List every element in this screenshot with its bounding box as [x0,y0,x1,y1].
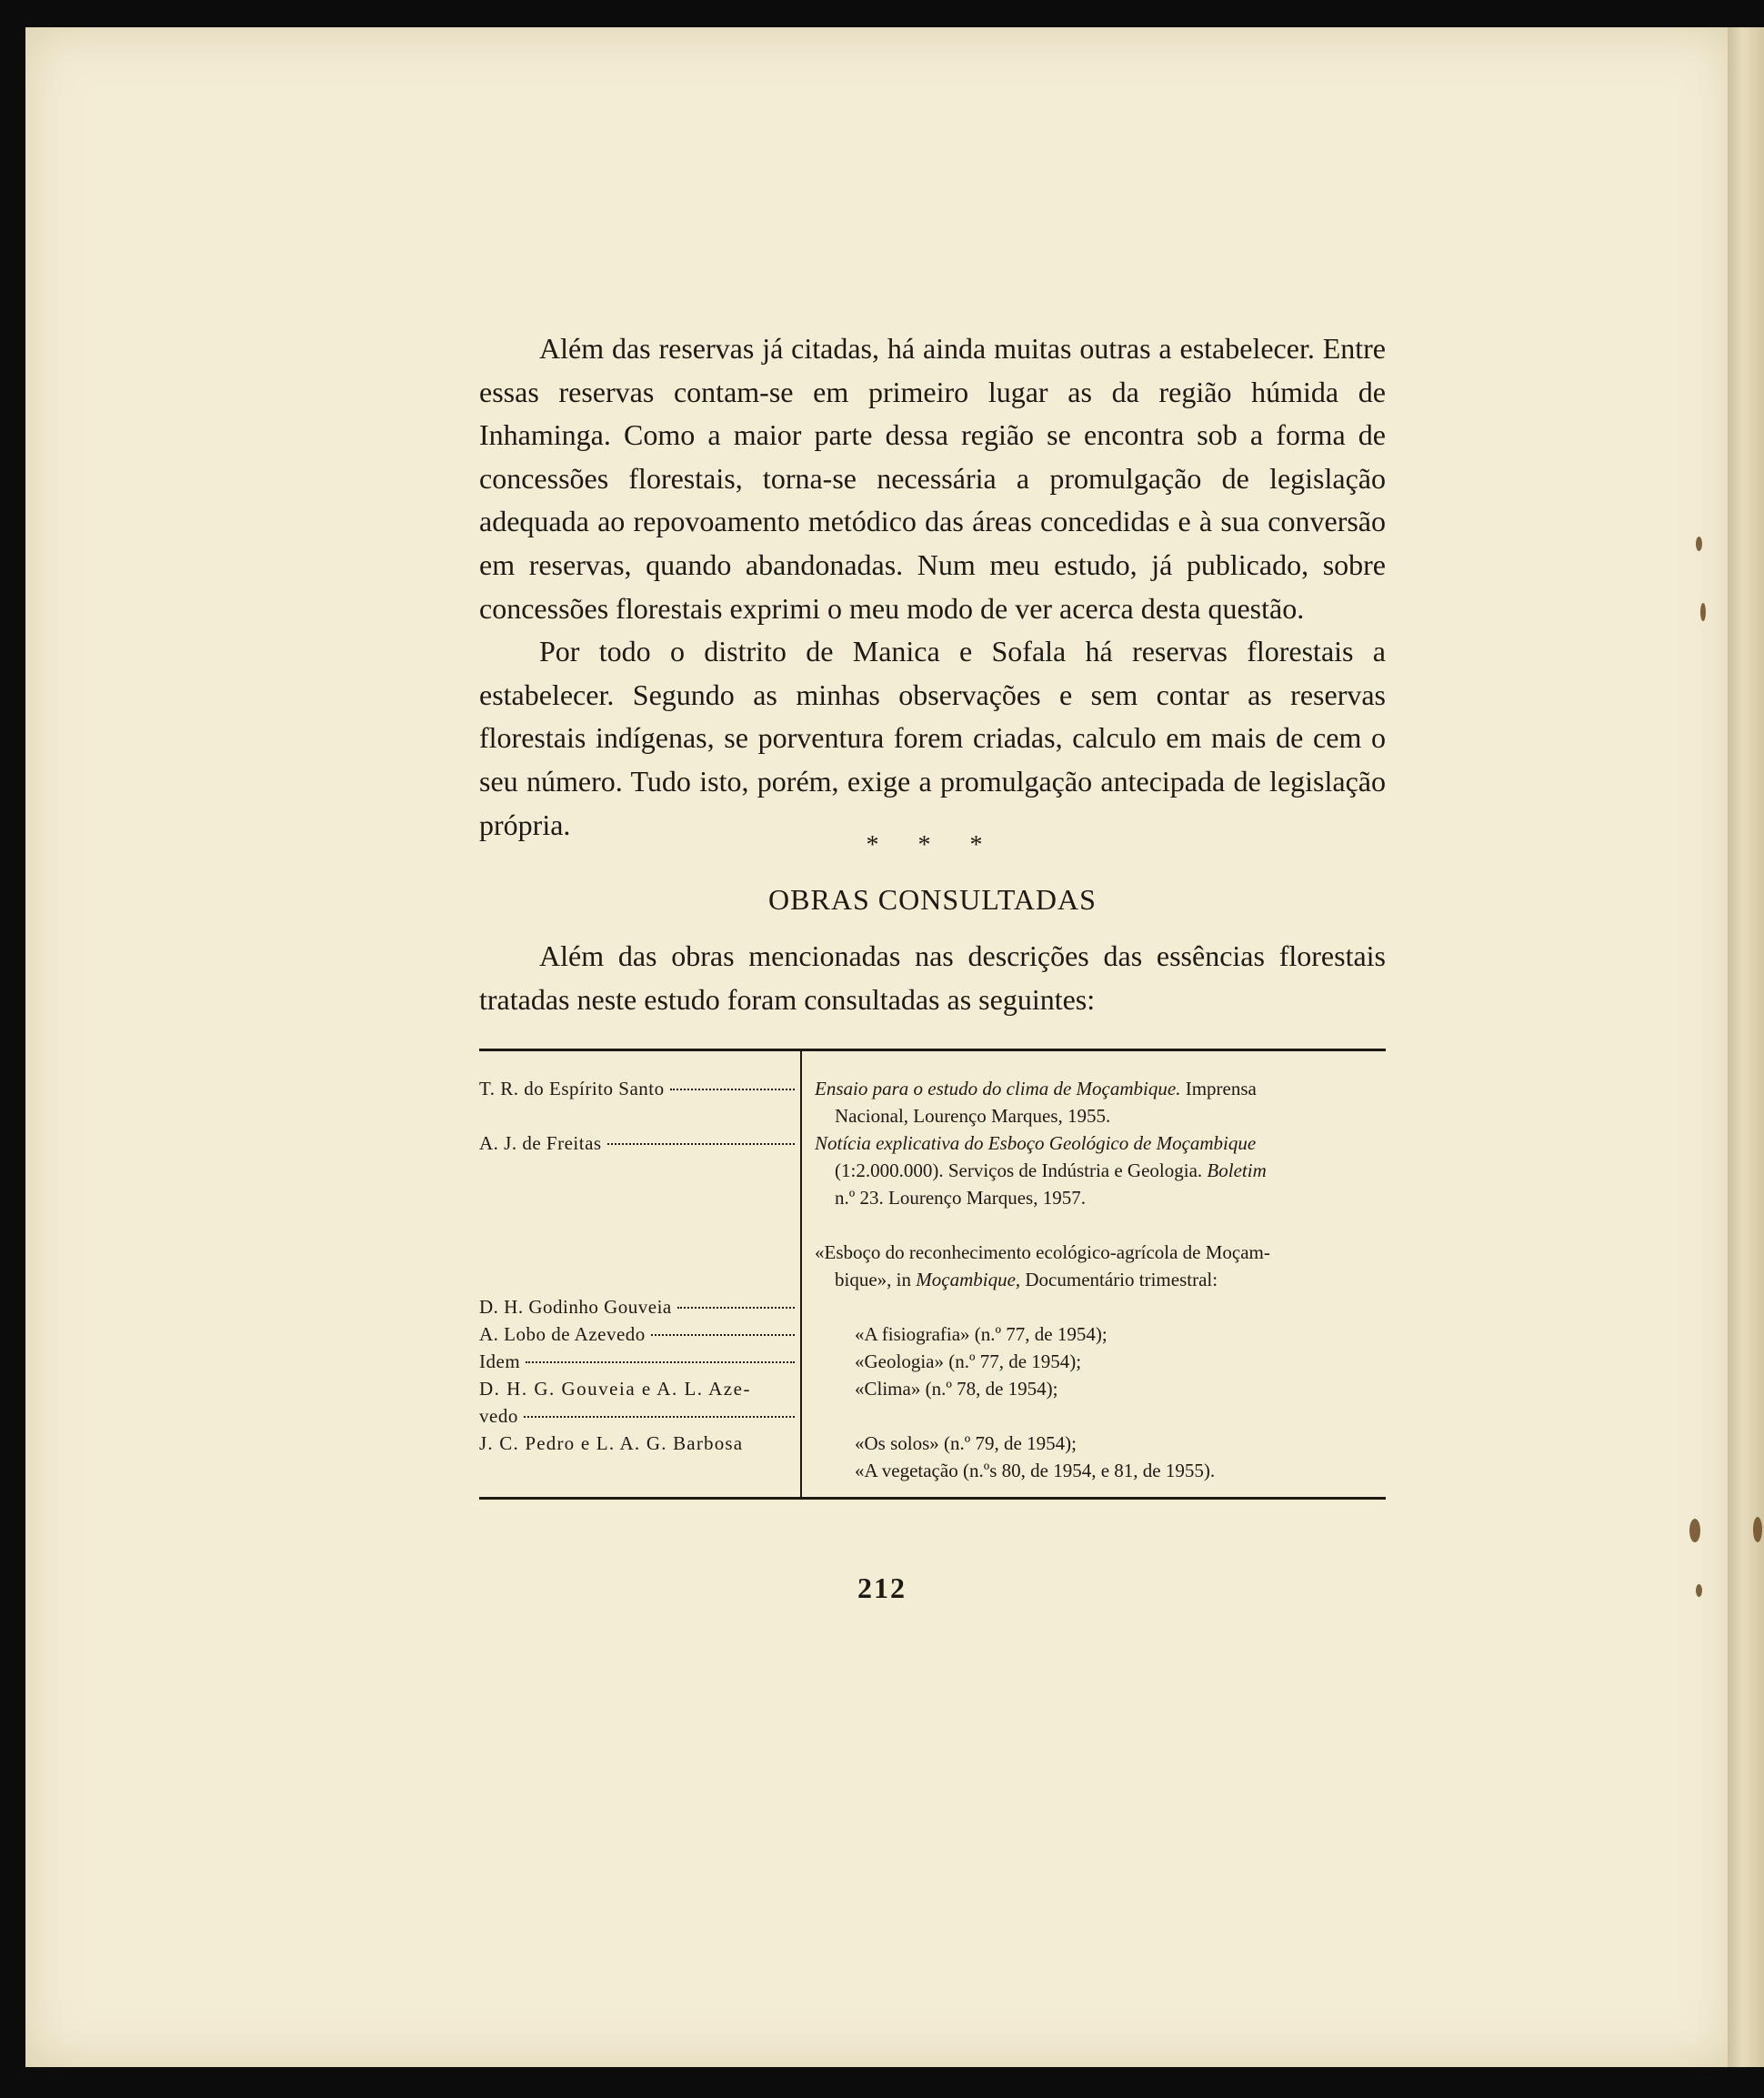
section-separator: * * * [866,831,999,860]
bibliography-works [802,1051,1386,1497]
author-entry: A. J. de Freitas [479,1129,800,1157]
bibliography-table [479,1051,1386,1497]
author-entry: T. R. do Espírito Santo [479,1075,800,1102]
work-subentry: «A vegetação (n.ºs 80, de 1954, e 81, de 1955). [855,1460,1216,1482]
bibliography-bottom-rule [479,1497,1386,1500]
work-subentry: «Clima» (n.º 78, de 1954); [855,1378,1058,1400]
intro-paragraph: Além das obras mencionadas nas descrições das essências florestais tratadas neste estudo foram consultadas as seguintes: [479,939,1386,1016]
page-edge [1728,27,1764,2067]
author-entry: D. H. G. Gouveia e A. L. Aze- [479,1378,751,1400]
work-entry: «Esboço do reconhecimento ecológico-agrícola de Moçam- bique», in Moçambique, Documentário trimestral: [815,1241,1270,1291]
stain-mark [1753,1517,1762,1542]
work-subentry: «Os solos» (n.º 79, de 1954); [855,1432,1077,1455]
stain-mark [1700,603,1706,621]
work-subentry: «A fisiografia» (n.º 77, de 1954); [855,1323,1108,1346]
author-entry: vedo [479,1402,800,1430]
stain-mark [1689,1519,1700,1542]
work-subentry: «Geologia» (n.º 77, de 1954); [855,1350,1082,1373]
work-entry: Ensaio para o estudo do clima de Moçambique. Imprensa Nacional, Lourenço Marques, 1955. [815,1078,1257,1128]
body-paragraph: Além das reservas já citadas, há ainda muitas outras a estabelecer. Entre essas reservas contam-se em primeiro lugar as da região húmida de Inhaminga. Como a maior parte dessa região se encontra sob a forma de concessões florestais, torna-se necessária a promulgação de legislação adequada ao repovoamento metódico das áreas concedidas e à sua conversão em reservas, quando abandonadas. Num meu estudo, já publicado, sobre concessões florestais exprimi o meu modo de ver acerca desta questão. [479,332,1386,625]
bibliography-authors [479,1051,802,1497]
body-paragraph: Por todo o distrito de Manica e Sofala há reservas florestais a estabelecer. Segundo as minhas observações e sem contar as reservas florestais indígenas, se porventura forem criadas, calculo em mais de cem o seu número. Tudo isto, porém, exige a promulgação antecipada de legislação própria. [479,635,1386,841]
stain-mark [1696,537,1702,551]
author-entry: D. H. Godinho Gouveia [479,1293,800,1320]
page-number: 212 [857,1571,907,1604]
author-entry: A. Lobo de Azevedo [479,1320,800,1348]
author-entry: Idem [479,1348,800,1375]
page-content [479,327,1386,1500]
author-entry: J. C. Pedro e L. A. G. Barbosa [479,1432,744,1455]
work-entry: Notícia explicativa do Esboço Geológico de Moçambique (1:2.000.000). Serviços de Indústria e Geologia. Boletim n.º 23. Lourenço Marques, 1957. [815,1132,1267,1210]
section-title: OBRAS CONSULTADAS [768,883,1097,917]
